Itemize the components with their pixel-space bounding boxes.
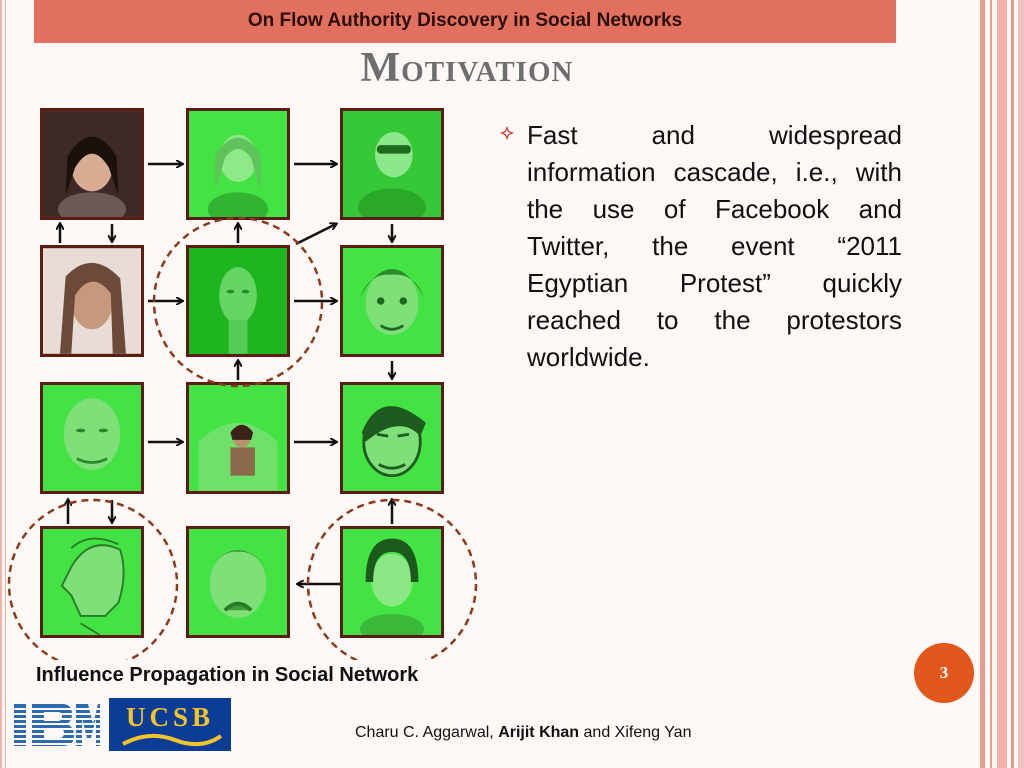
right-border-stripe (997, 0, 1007, 768)
right-border-stripe (990, 0, 992, 768)
propagation-arrows (0, 100, 500, 660)
footer-authors (355, 724, 691, 742)
header-bar (34, 0, 896, 43)
wave-icon (109, 730, 231, 750)
author-text-bold: Arijit Khan (498, 724, 580, 741)
arrow (296, 224, 336, 244)
right-border-stripe (1011, 0, 1014, 768)
presentation-title: On Flow Authority Discovery in Social Networks (247, 10, 683, 31)
bullet-item (500, 117, 902, 376)
page-number-badge: 3 (914, 643, 974, 703)
bullet-text: Fast and widespread information cascade, i.e., with the use of Facebook and Twitter, the event “2011 Egyptian Protest” quickly reached to the protestors worldwide. (527, 120, 902, 372)
figure-caption: Influence Propagation in Social Network (36, 664, 419, 686)
influence-network-figure (0, 100, 500, 660)
author-text: Charu C. Aggarwal, (355, 724, 499, 741)
slide-title: Motivation (360, 45, 574, 91)
diamond-bullet-icon (500, 126, 514, 140)
author-text: and Xifeng Yan (579, 724, 692, 741)
right-border-stripe (980, 0, 985, 768)
right-border-stripe (1018, 0, 1024, 768)
ucsb-logo (109, 698, 231, 751)
seed-node-circle (9, 500, 177, 660)
ibm-logo (14, 702, 100, 748)
ucsb-logo-text: UCSB (125, 702, 215, 732)
